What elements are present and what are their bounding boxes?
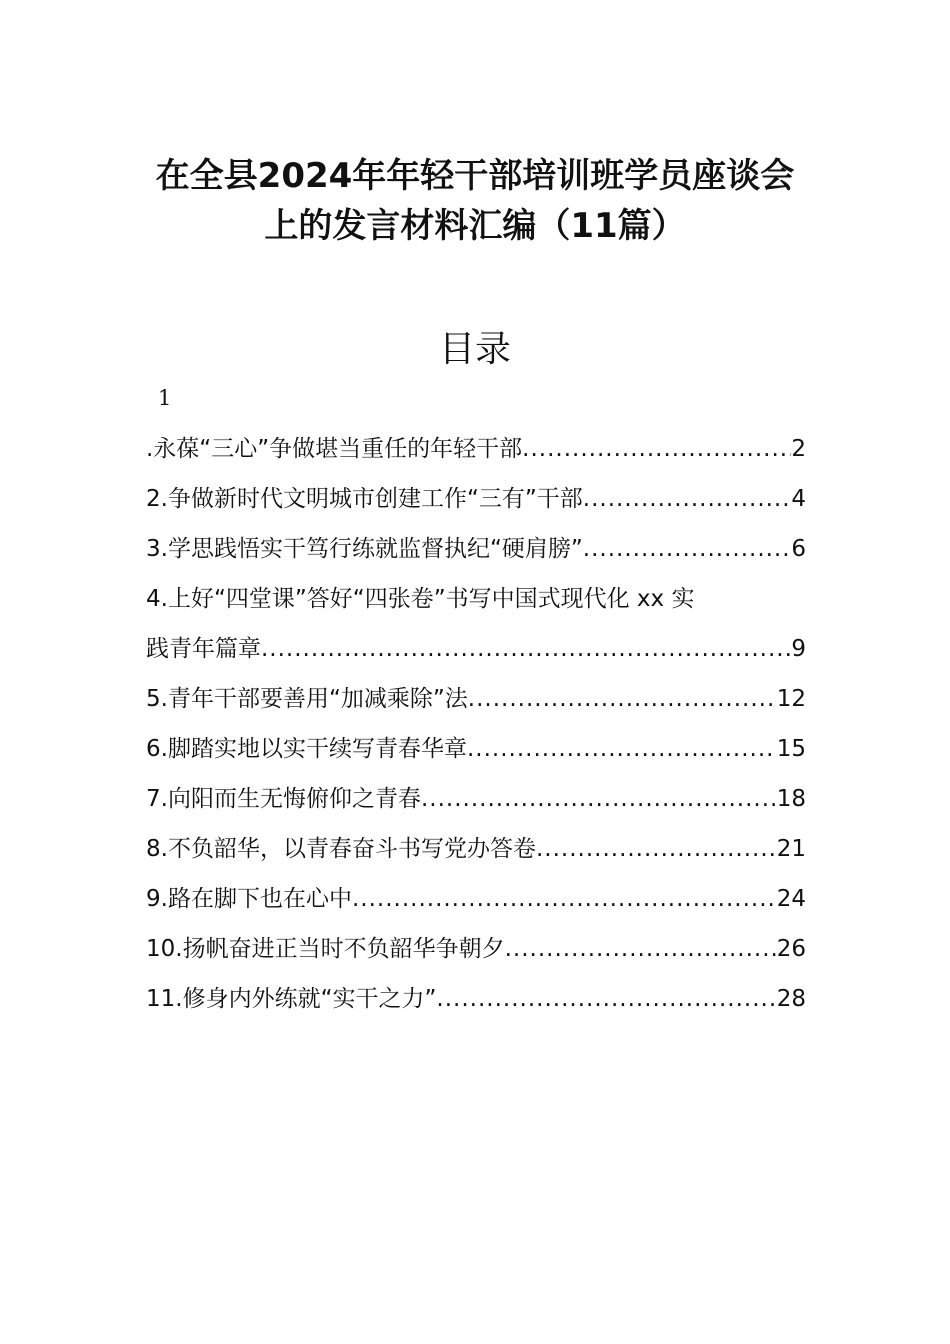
toc-dot-leader [583,524,792,574]
toc-dot-leader [468,674,777,724]
toc-dot-leader [505,924,777,974]
toc-entry-title: .永葆“三心”争做堪当重任的年轻干部 [146,436,523,462]
toc-dot-leader [583,474,792,524]
toc-heading: 目录 [438,329,511,370]
toc-entry[interactable] [146,774,806,824]
document-title-line-2: 上的发言材料汇编（11篇） [264,206,686,246]
toc-entry-title: 2.争做新时代文明城市创建工作“三有”干部 [146,486,583,512]
toc-entry[interactable] [146,924,806,974]
toc-entry-title: 6.脚踏实地以实干续写青春华章 [146,736,467,762]
toc-entry-page: 12 [776,686,806,712]
toc-dot-leader [522,424,791,474]
toc-entry-title: 9.路在脚下也在心中 [146,886,352,912]
toc-entry-page: 4 [791,486,806,512]
toc-entry-page: 2 [791,436,806,462]
toc-dot-leader [352,874,777,924]
toc-entry[interactable] [146,474,806,524]
toc-entry-page: 28 [776,986,806,1012]
toc-entry-page: 6 [791,536,806,562]
toc-entry-page: 26 [776,936,806,962]
toc-entry[interactable] [146,624,806,674]
toc-entry[interactable] [146,974,806,1024]
toc-entry-title: 7.向阳而生无悔俯仰之青春 [146,786,421,812]
toc-entry[interactable] [146,824,806,874]
toc-dot-leader [536,824,777,874]
toc-dot-leader [421,774,777,824]
toc-entry[interactable] [146,724,806,774]
stray-page-number: 1 [158,386,172,410]
toc-entry-page: 24 [776,886,806,912]
table-of-contents [146,424,806,1024]
toc-entry-title: 11.修身内外练就“实干之力” [146,986,437,1012]
toc-entry-page: 21 [776,836,806,862]
toc-entry-title: 10.扬帆奋进正当时不负韶华争朝夕 [146,936,505,962]
toc-entry-page: 15 [776,736,806,762]
toc-entry-title: 5.青年干部要善用“加减乘除”法 [146,686,468,712]
toc-entry-title: 践青年篇章 [146,636,261,662]
toc-entry[interactable] [146,874,806,924]
toc-dot-leader [261,624,791,674]
document-title-line-1: 在全县2024年年轻干部培训班学员座谈会 [155,156,795,196]
toc-entry[interactable] [146,674,806,724]
toc-entry[interactable] [146,424,806,474]
toc-entry-page: 9 [791,636,806,662]
toc-dot-leader [467,724,777,774]
toc-entry-title: 8.不负韶华，以青春奋斗书写党办答卷 [146,836,536,862]
toc-dot-leader [436,974,776,1024]
toc-entry-title: 4.上好“四堂课”答好“四张卷”书写中国式现代化 xx 实 [146,586,695,612]
toc-entry[interactable] [146,524,806,574]
toc-entry-wrapped-line[interactable] [146,574,806,624]
toc-entry-title: 3.学思践悟实干笃行练就监督执纪“硬肩膀” [146,536,583,562]
toc-entry-page: 18 [776,786,806,812]
